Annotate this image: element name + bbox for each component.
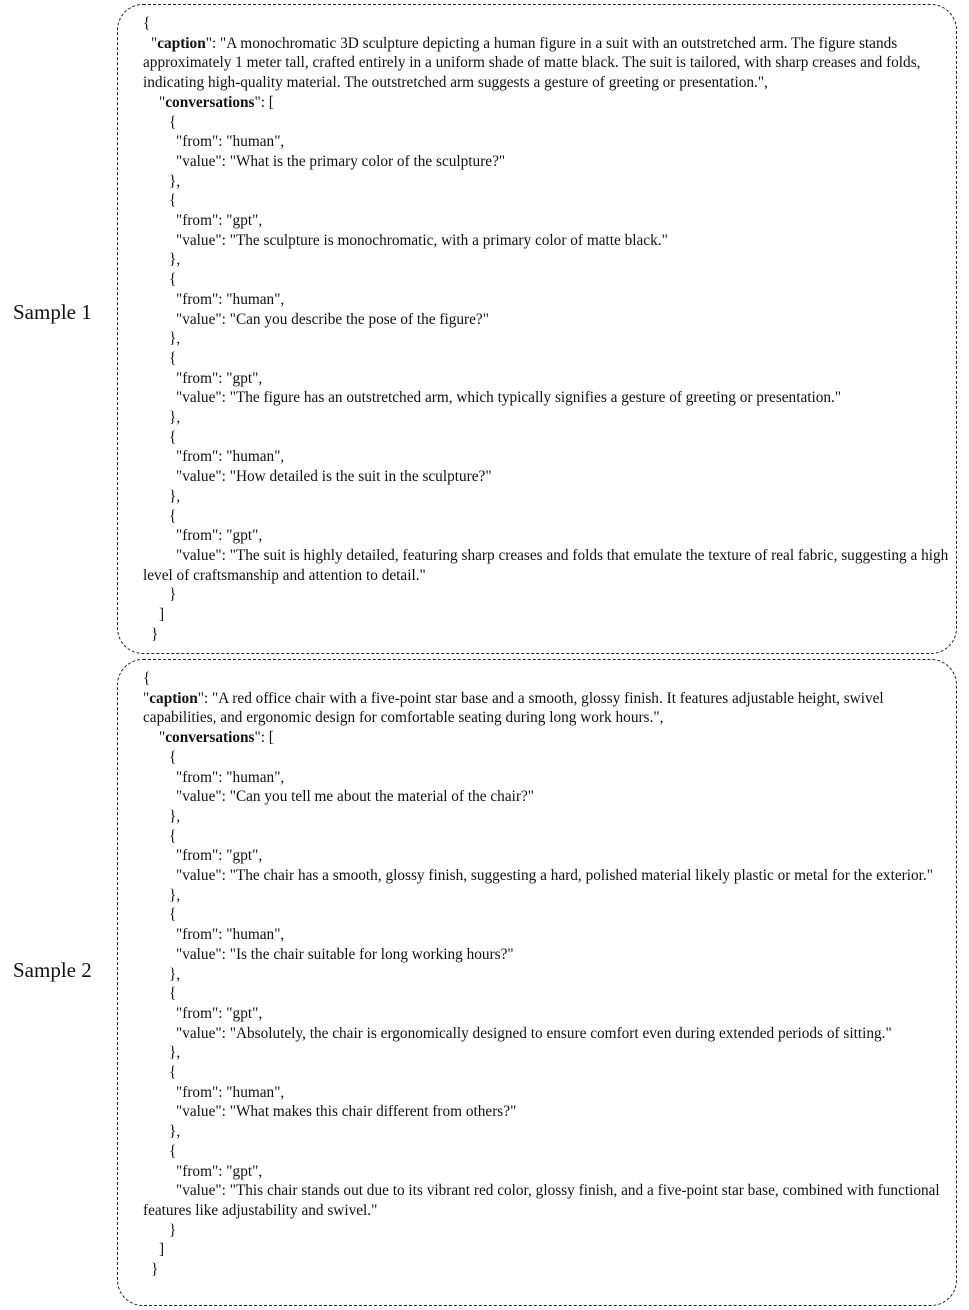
- sample-2-label: Sample 2: [13, 958, 92, 982]
- sample-2-caption: "caption": "A red office chair with a five-point star base and a smooth, glossy finish. It features adjustable height, swivel capabilities, and ergonomic design for comfortable seating during long work hours.",: [143, 689, 884, 727]
- sample-2-turn: { "from": "gpt", "value": "Absolutely, the chair is ergonomically designed to ensure comfort even during extended periods of sitting." },: [169, 985, 892, 1062]
- sample-2-turn: { "from": "human", "value": "Is the chair suitable for long working hours?" },: [169, 906, 514, 983]
- sample-1-turn: { "from": "human", "value": "What is the primary color of the sculpture?" },: [169, 113, 506, 190]
- sample-1-json: { "caption": "A monochromatic 3D sculpture depicting a human figure in a suit with an outstretched arm. The figure stands approximately 1 meter tall, crafted entirely in a uniform shade of matte black. The suit is tailored, with sharp creases and folds, indicating high-quality material. The outstretched arm suggests a gesture of greeting or presentation.", "conversations": [ { "from": "human", "value": "What is the primary color of the sculpture?" }, { "from": "gpt", "value": "The sculpture is monochromatic, with a primary color of matte black." }, { "from": "human", "value": "Can you describe the pose of the figure?" }, { "from": "gpt", "value": "The figure has an outstretched arm, which typically signifies a gesture of greeting or presentation." }, { "from": "human", "value": "How detailed is the suit in the sculpture?" }, { "from": "gpt", "value": "The suit is highly detailed, featuring sharp creases and folds that emulate the texture of real fabric, suggesting a high level of craftsmanship and attention to detail." } ] }: [143, 14, 953, 645]
- sample-1-label: Sample 1: [13, 300, 92, 324]
- sample-2-turn: { "from": "human", "value": "What makes this chair different from others?" },: [169, 1064, 517, 1141]
- sample-1-turn: { "from": "gpt", "value": "The suit is highly detailed, featuring sharp creases and folds that emulate the texture of real fabric, suggesting a high level of craftsmanship and attention to detail." }: [143, 507, 949, 604]
- sample-2-turn: { "from": "gpt", "value": "This chair stands out due to its vibrant red color, glossy finish, and a five-point star base, combined with functional features like adjustability and swivel." }: [143, 1142, 940, 1239]
- sample-1-turn: { "from": "gpt", "value": "The figure has an outstretched arm, which typically signifies a gesture of greeting or presentation." },: [169, 349, 842, 427]
- sample-1-turn: { "from": "human", "value": "Can you describe the pose of the figure?" },: [169, 271, 489, 348]
- sample-1-turn: { "from": "human", "value": "How detailed is the suit in the sculpture?" },: [169, 428, 492, 505]
- sample-1-turn: { "from": "gpt", "value": "The sculpture is monochromatic, with a primary color of matte black." },: [169, 192, 668, 269]
- sample-2-json: { "caption": "A red office chair with a five-point star base and a smooth, glossy finish. It features adjustable height, swivel capabilities, and ergonomic design for comfortable seating during long work hours.", "conversations": [ { "from": "human", "value": "Can you tell me about the material of the chair?" }, { "from": "gpt", "value": "The chair has a smooth, glossy finish, suggesting a hard, polished material likely plastic or metal for the exterior." }, { "from": "human", "value": "Is the chair suitable for long working hours?" }, { "from": "gpt", "value": "Absolutely, the chair is ergonomically designed to ensure comfort even during extended periods of sitting." }, { "from": "human", "value": "What makes this chair different from others?" }, { "from": "gpt", "value": "This chair stands out due to its vibrant red color, glossy finish, and a five-point star base, combined with functional features like adjustability and swivel." } ] }: [143, 669, 953, 1280]
- sample-1-caption: "caption": "A monochromatic 3D sculpture depicting a human figure in a suit with an outstretched arm. The figure stands approximately 1 meter tall, crafted entirely in a uniform shade of matte black. The suit is tailored, with sharp creases and folds, indicating high-quality material. The outstretched arm suggests a gesture of greeting or presentation.",: [143, 34, 921, 92]
- sample-2-turn: { "from": "human", "value": "Can you tell me about the material of the chair?" },: [169, 748, 534, 825]
- sample-2-turn: { "from": "gpt", "value": "The chair has a smooth, glossy finish, suggesting a hard, polished material likely plastic or metal for the exterior." },: [169, 827, 933, 904]
